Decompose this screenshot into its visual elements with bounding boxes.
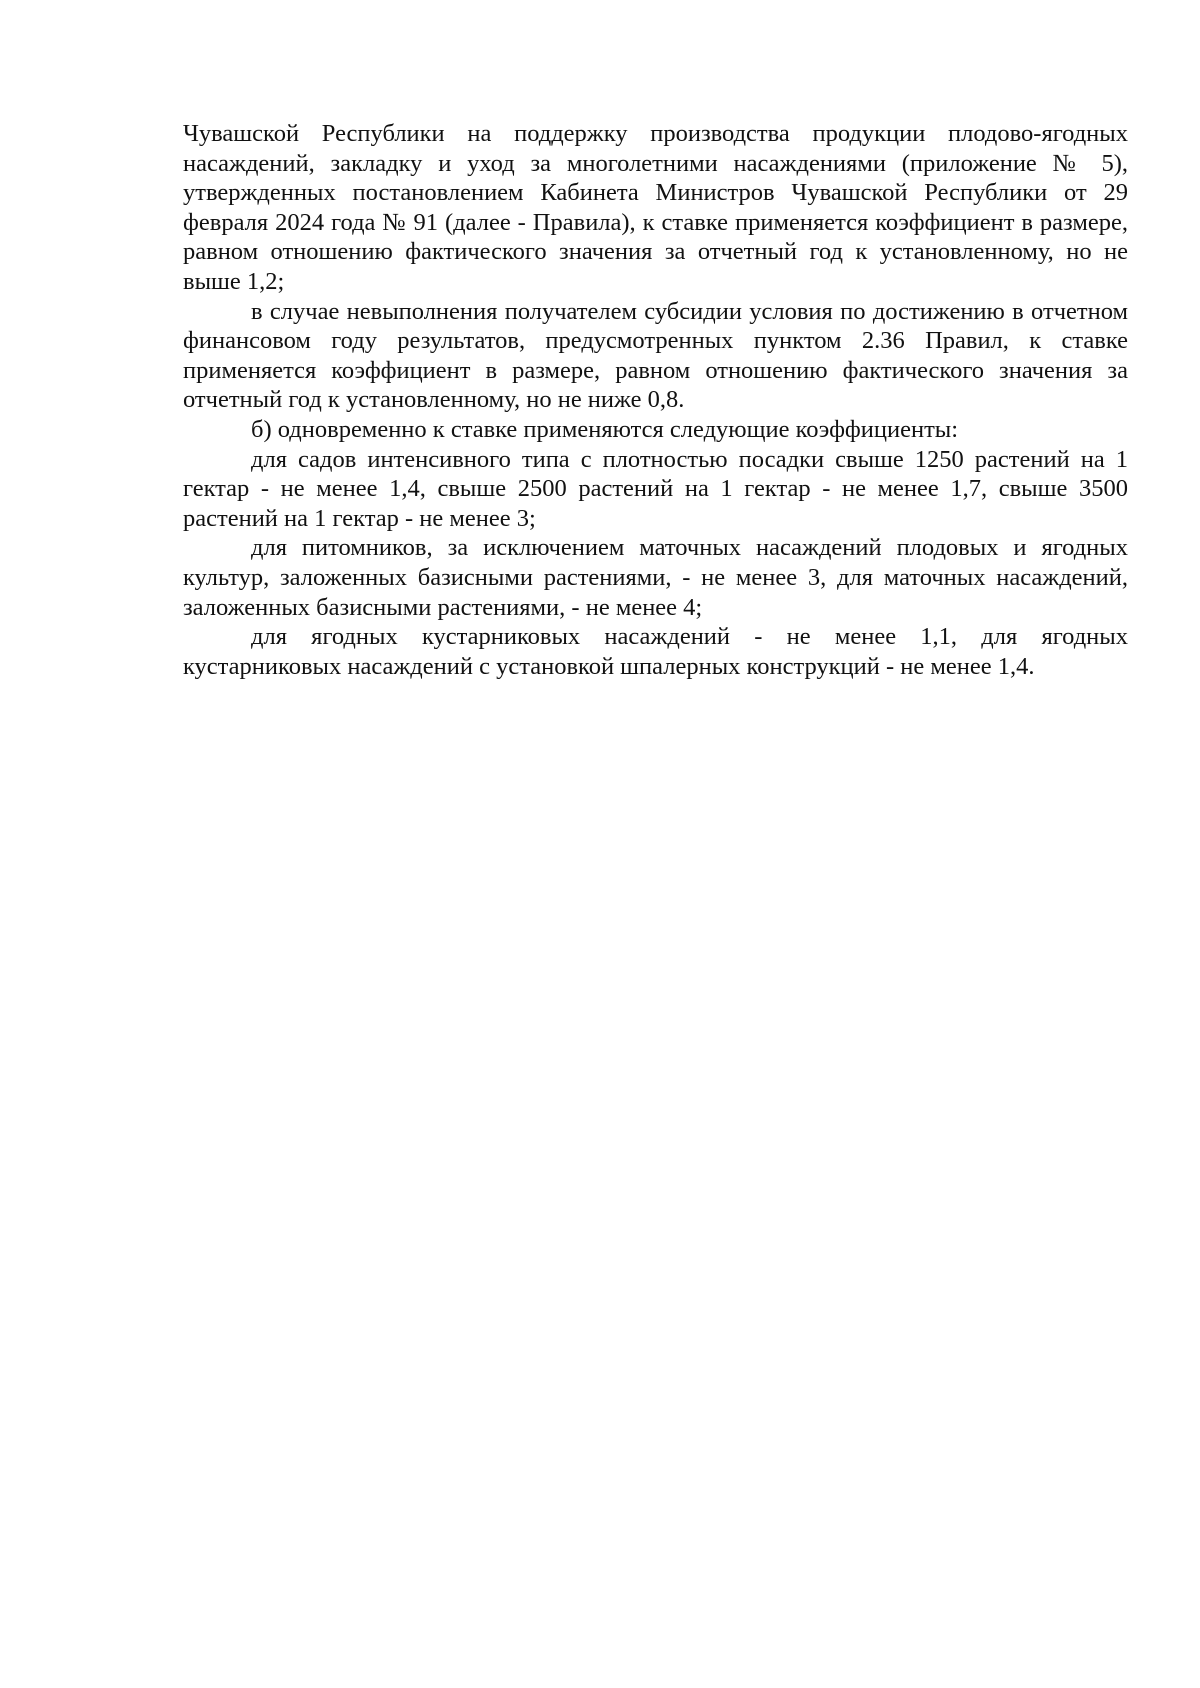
paragraph-intensive-gardens: для садов интенсивного типа с плотностью посадки свыше 1250 растений на 1 гектар - не менее 1,4, свыше 2500 растений на 1 гектар - не менее 1,7, свыше 3500 растений на 1 гектар - не менее 3; — [183, 445, 1128, 532]
document-body — [183, 119, 1128, 681]
paragraph-noncompliance: в случае невыполнения получателем субсидии условия по достижению в отчетном финансовом году результатов, предусмотренных пунктом 2.36 Правил, к ставке применяется коэффициент в размере, равном отношению фактического значения за отчетный год к установленному, но не ниже 0,8. — [183, 297, 1128, 414]
paragraph-nurseries: для питомников, за исключением маточных насаждений плодовых и ягодных культур, заложенных базисными растениями, - не менее 3, для маточных насаждений, заложенных базисными растениями, - не менее 4; — [183, 534, 1128, 621]
paragraph-berry-shrubs: для ягодных кустарниковых насаждений - не менее 1,1, для ягодных кустарниковых насаждений с установкой шпалерных конструкций - не менее 1,4. — [183, 623, 1128, 680]
paragraph-continuation: Чувашской Республики на поддержку производства продукции плодово-ягодных насаждений, закладку и уход за многолетними насаждениями (приложение № 5), утвержденных постановлением Кабинета Министров Чувашской Республики от 29 февраля 2024 года № 91 (далее - Правила), к ставке применяется коэффициент в размере, равном отношению фактического значения за отчетный год к установленному, но не выше 1,2; — [183, 120, 1128, 295]
paragraph-coefficients-intro: б) одновременно к ставке применяются следующие коэффициенты: — [251, 415, 959, 443]
